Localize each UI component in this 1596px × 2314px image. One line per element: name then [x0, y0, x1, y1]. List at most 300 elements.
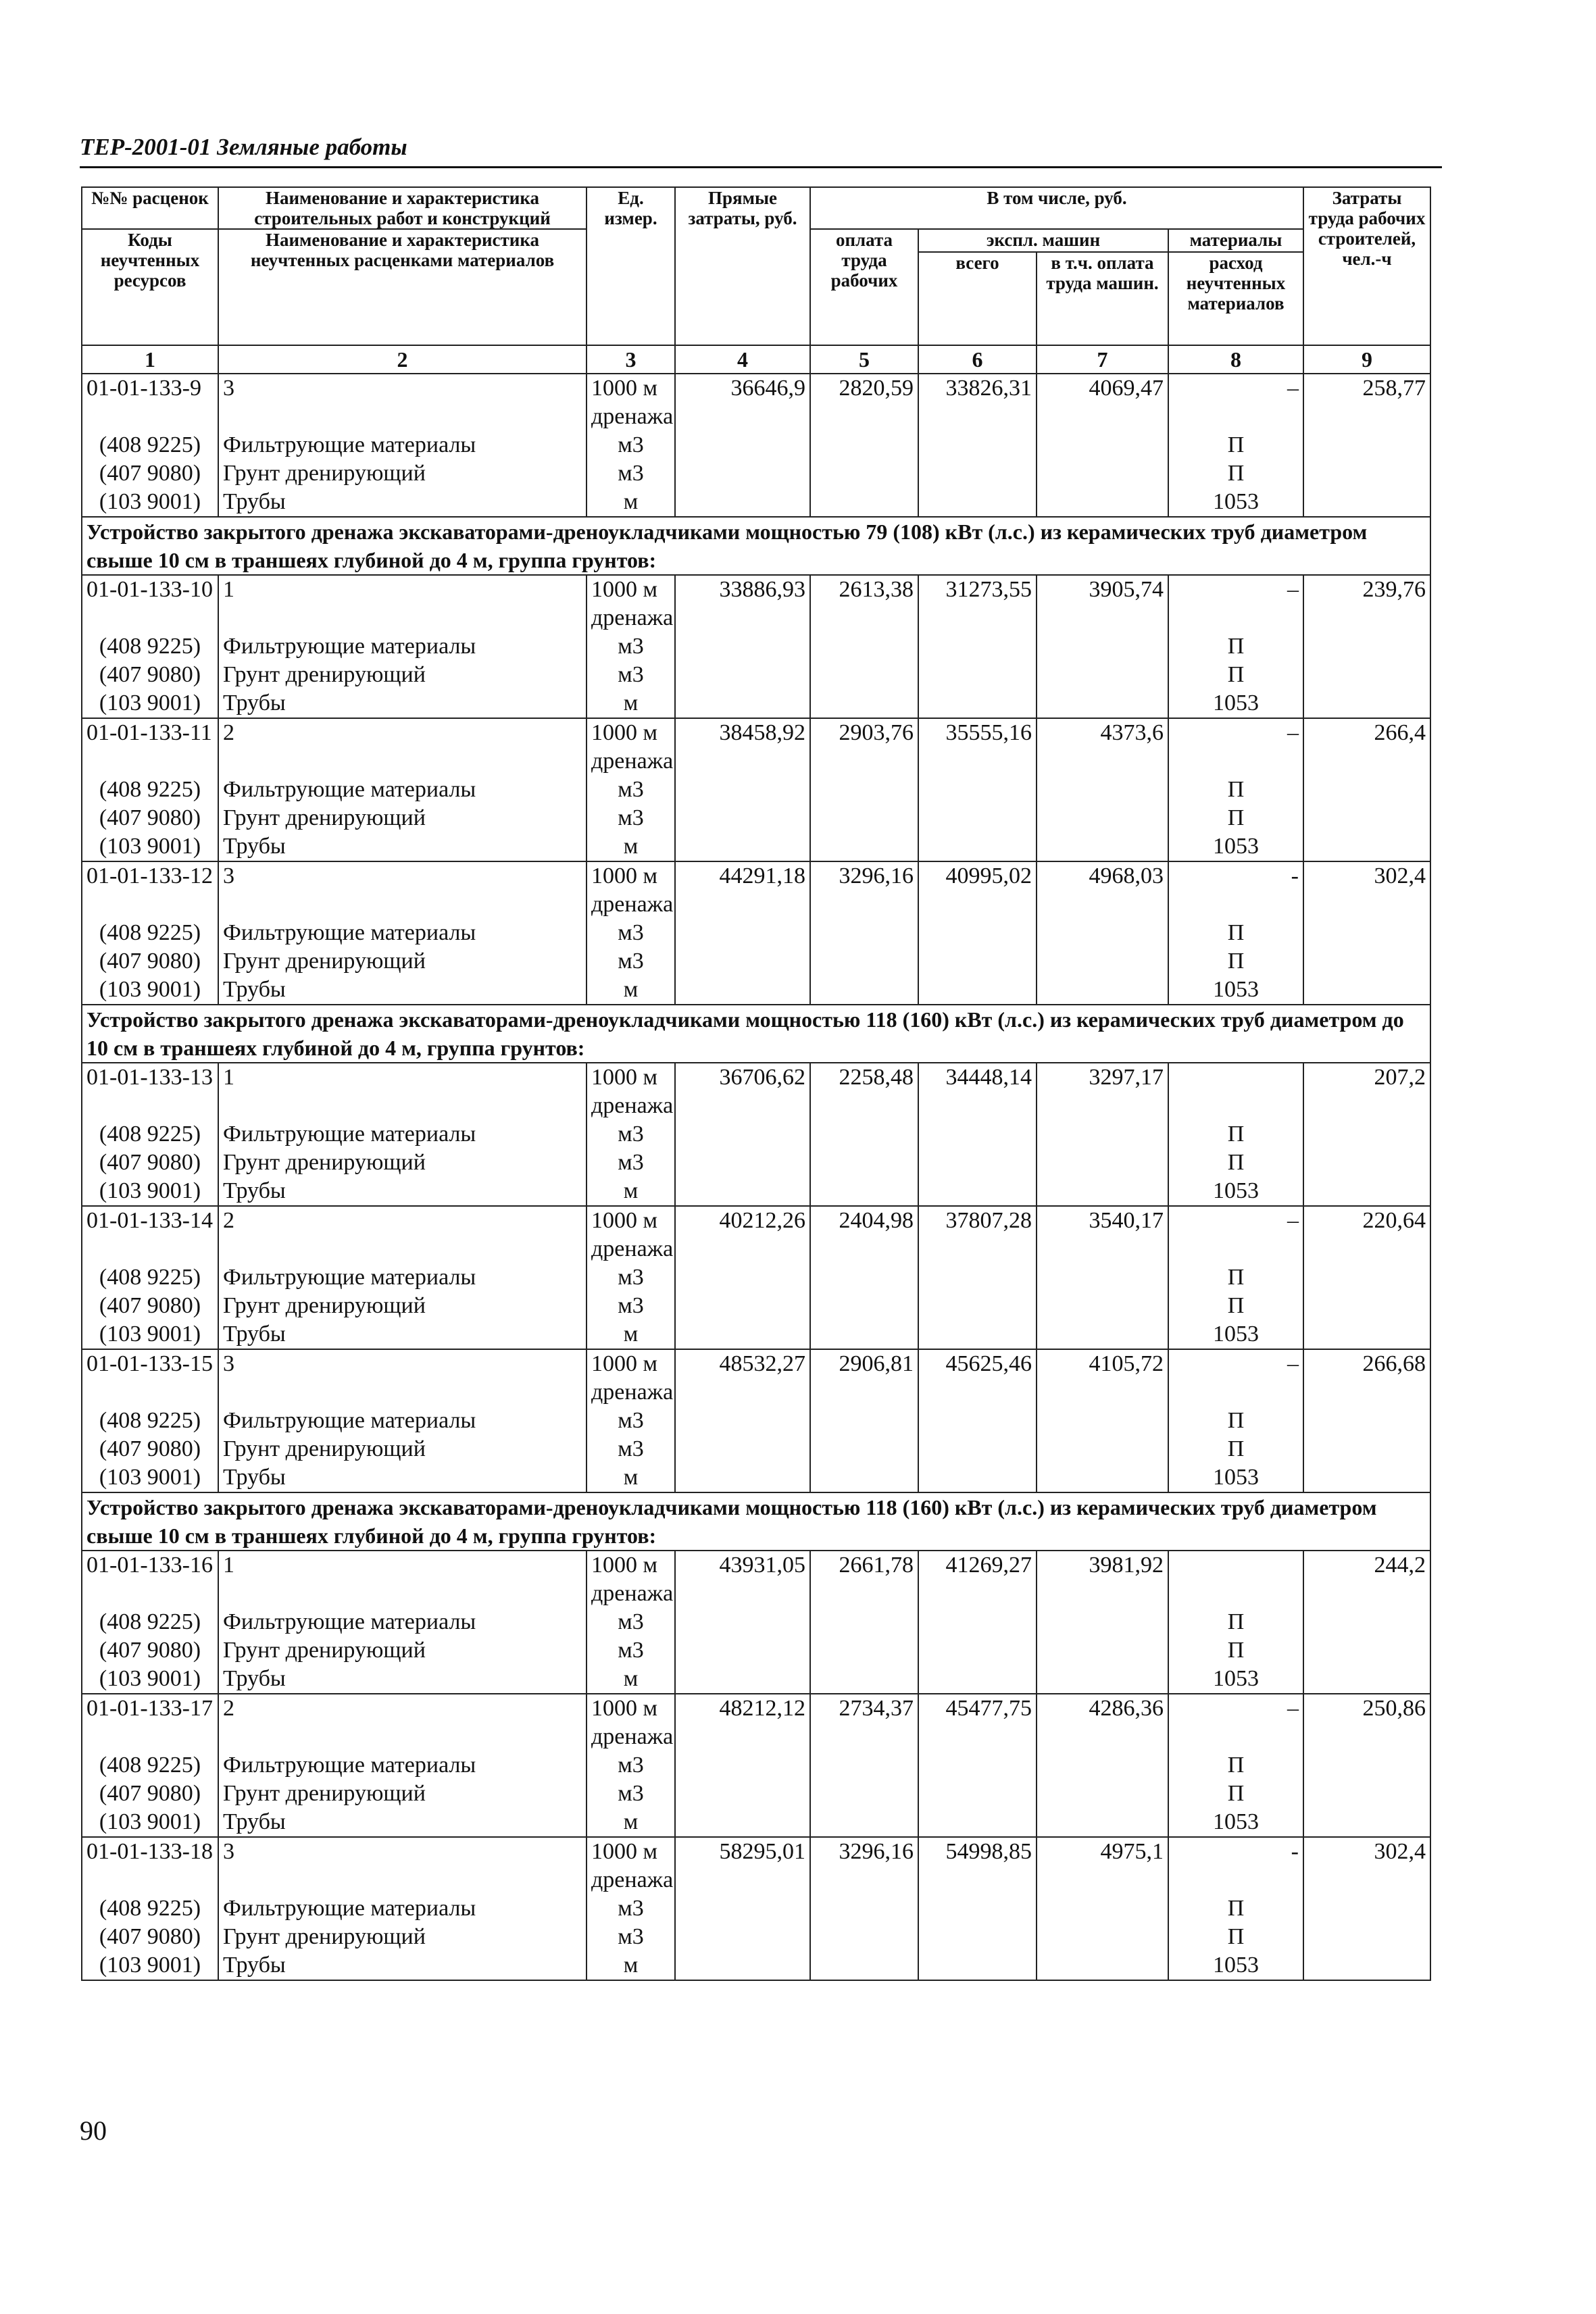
resource-row: [82, 1751, 1430, 1780]
resource-code: (408 9225): [82, 1120, 218, 1149]
empty-cell: [1037, 1463, 1168, 1492]
resource-qty: П: [1168, 1149, 1303, 1177]
machine-labor-cost: 4975,1: [1037, 1837, 1168, 1894]
empty-cell: [810, 1149, 918, 1177]
resource-code: (407 9080): [82, 661, 218, 689]
labor-cost: 2613,38: [810, 575, 918, 632]
empty-cell: [675, 661, 810, 689]
resource-qty: П: [1168, 1894, 1303, 1923]
resource-qty: П: [1168, 1780, 1303, 1808]
empty-cell: [675, 488, 810, 517]
empty-cell: [810, 1435, 918, 1463]
col-direct: Прямые затраты, руб.: [675, 187, 810, 345]
rate-row: [82, 1694, 1430, 1751]
empty-cell: [675, 1808, 810, 1837]
empty-cell: [1303, 1320, 1430, 1349]
empty-cell: [675, 947, 810, 976]
empty-cell: [1303, 459, 1430, 488]
resource-qty: П: [1168, 947, 1303, 976]
empty-cell: [1037, 1435, 1168, 1463]
soil-group: 3: [218, 1837, 587, 1894]
col-num: 2: [218, 345, 587, 374]
unit: 1000 м дренажа: [587, 1349, 675, 1407]
empty-cell: [675, 976, 810, 1005]
resource-name: Грунт дренирующий: [218, 1149, 587, 1177]
labor-cost: 3296,16: [810, 1837, 918, 1894]
empty-cell: [1037, 488, 1168, 517]
empty-cell: [918, 689, 1037, 718]
resource-name: Трубы: [218, 488, 587, 517]
labor-cost: 2734,37: [810, 1694, 918, 1751]
resource-unit: м3: [587, 947, 675, 976]
unit: 1000 м дренажа: [587, 1837, 675, 1894]
resource-row: [82, 1407, 1430, 1435]
machine-labor-cost: 3905,74: [1037, 575, 1168, 632]
resource-unit: м3: [587, 1608, 675, 1636]
direct-cost: 58295,01: [675, 1837, 810, 1894]
resource-code: (407 9080): [82, 1149, 218, 1177]
labor-cost: 2661,78: [810, 1551, 918, 1608]
resource-unit: м3: [587, 1894, 675, 1923]
rate-code: 01-01-133-14: [82, 1206, 218, 1263]
empty-cell: [918, 832, 1037, 861]
resource-name: Фильтрующие материалы: [218, 1894, 587, 1923]
empty-cell: [1037, 1177, 1168, 1206]
resource-name: Грунт дренирующий: [218, 459, 587, 488]
resource-code: (103 9001): [82, 1177, 218, 1206]
empty-cell: [1303, 1751, 1430, 1780]
resource-unit: м: [587, 488, 675, 517]
empty-cell: [810, 947, 918, 976]
soil-group: 3: [218, 374, 587, 431]
resource-row: [82, 1177, 1430, 1206]
empty-cell: [1037, 1665, 1168, 1694]
resource-qty: П: [1168, 459, 1303, 488]
resource-code: (407 9080): [82, 1292, 218, 1320]
resource-row: [82, 832, 1430, 861]
empty-cell: [918, 661, 1037, 689]
rate-code: 01-01-133-18: [82, 1837, 218, 1894]
resource-name: Грунт дренирующий: [218, 804, 587, 832]
resource-code: (408 9225): [82, 776, 218, 804]
resource-qty: 1053: [1168, 1808, 1303, 1837]
resource-unit: м3: [587, 1780, 675, 1808]
col-machine-labor: в т.ч. оплата труда машин.: [1037, 252, 1168, 345]
soil-group: 3: [218, 1349, 587, 1407]
materials-cost: –: [1168, 1206, 1303, 1263]
worker-hours: 239,76: [1303, 575, 1430, 632]
section-heading-row: [82, 1005, 1430, 1063]
empty-cell: [918, 1751, 1037, 1780]
col-num: 7: [1037, 345, 1168, 374]
empty-cell: [675, 776, 810, 804]
resource-code: (408 9225): [82, 1407, 218, 1435]
resource-qty: 1053: [1168, 1463, 1303, 1492]
resource-unit: м3: [587, 1636, 675, 1665]
rate-code: 01-01-133-13: [82, 1063, 218, 1120]
empty-cell: [1303, 488, 1430, 517]
resource-unit: м3: [587, 1120, 675, 1149]
unit: 1000 м дренажа: [587, 1063, 675, 1120]
unit: 1000 м дренажа: [587, 1206, 675, 1263]
rate-code: 01-01-133-12: [82, 861, 218, 919]
empty-cell: [1303, 1177, 1430, 1206]
col-num: 6: [918, 345, 1037, 374]
empty-cell: [1037, 919, 1168, 947]
machine-cost: 45477,75: [918, 1694, 1037, 1751]
empty-cell: [1037, 1951, 1168, 1980]
worker-hours: 258,77: [1303, 374, 1430, 431]
empty-cell: [1037, 1120, 1168, 1149]
empty-cell: [675, 1320, 810, 1349]
resource-qty: П: [1168, 1608, 1303, 1636]
resource-unit: м3: [587, 1751, 675, 1780]
col-name-top: Наименование и характеристика строительных работ и конструкций: [218, 187, 587, 229]
empty-cell: [1037, 1407, 1168, 1435]
empty-cell: [810, 632, 918, 661]
resource-row: [82, 1149, 1430, 1177]
resource-unit: м: [587, 1177, 675, 1206]
empty-cell: [675, 459, 810, 488]
empty-cell: [810, 1923, 918, 1951]
section-heading: Устройство закрытого дренажа экскаваторами-дреноукладчиками мощностью 118 (160) кВт (л.с.) из керамических труб диаметром свыше 10 см в траншеях глубиной до 4 м, группа грунтов:: [82, 1492, 1430, 1551]
worker-hours: 302,4: [1303, 1837, 1430, 1894]
resource-code: (103 9001): [82, 1320, 218, 1349]
resource-unit: м3: [587, 1923, 675, 1951]
empty-cell: [1303, 776, 1430, 804]
empty-cell: [675, 1923, 810, 1951]
empty-cell: [1037, 689, 1168, 718]
resource-row: [82, 689, 1430, 718]
empty-cell: [1303, 1894, 1430, 1923]
worker-hours: 220,64: [1303, 1206, 1430, 1263]
empty-cell: [918, 919, 1037, 947]
empty-cell: [1037, 1292, 1168, 1320]
empty-cell: [1303, 1463, 1430, 1492]
resource-row: [82, 1894, 1430, 1923]
empty-cell: [810, 1120, 918, 1149]
resource-name: Трубы: [218, 832, 587, 861]
resource-unit: м3: [587, 776, 675, 804]
empty-cell: [1037, 431, 1168, 459]
empty-cell: [918, 1894, 1037, 1923]
empty-cell: [810, 1780, 918, 1808]
empty-cell: [1037, 1894, 1168, 1923]
machine-labor-cost: 4286,36: [1037, 1694, 1168, 1751]
empty-cell: [810, 1407, 918, 1435]
resource-row: [82, 1120, 1430, 1149]
empty-cell: [675, 1665, 810, 1694]
empty-cell: [810, 1463, 918, 1492]
resource-qty: 1053: [1168, 1665, 1303, 1694]
empty-cell: [918, 1149, 1037, 1177]
labor-cost: 2903,76: [810, 718, 918, 776]
resource-row: [82, 1435, 1430, 1463]
resource-name: Грунт дренирующий: [218, 947, 587, 976]
machine-cost: 40995,02: [918, 861, 1037, 919]
resource-qty: П: [1168, 431, 1303, 459]
resource-qty: 1053: [1168, 1177, 1303, 1206]
empty-cell: [1303, 804, 1430, 832]
empty-cell: [675, 1263, 810, 1292]
empty-cell: [810, 1636, 918, 1665]
machine-cost: 31273,55: [918, 575, 1037, 632]
rate-row: [82, 1206, 1430, 1263]
resource-row: [82, 1463, 1430, 1492]
col-machines: экспл. машин: [918, 229, 1168, 252]
empty-cell: [1037, 1751, 1168, 1780]
empty-cell: [1303, 1149, 1430, 1177]
resource-name: Трубы: [218, 1463, 587, 1492]
soil-group: 2: [218, 1694, 587, 1751]
resource-row: [82, 1665, 1430, 1694]
empty-cell: [1037, 632, 1168, 661]
labor-cost: 3296,16: [810, 861, 918, 919]
materials-cost: –: [1168, 718, 1303, 776]
empty-cell: [1303, 947, 1430, 976]
resource-code: (103 9001): [82, 976, 218, 1005]
labor-cost: 2906,81: [810, 1349, 918, 1407]
empty-cell: [810, 1177, 918, 1206]
machine-cost: 41269,27: [918, 1551, 1037, 1608]
resource-unit: м3: [587, 1292, 675, 1320]
resource-code: (103 9001): [82, 1951, 218, 1980]
resource-unit: м: [587, 1665, 675, 1694]
resource-name: Грунт дренирующий: [218, 1435, 587, 1463]
direct-cost: 33886,93: [675, 575, 810, 632]
materials-cost: –: [1168, 374, 1303, 431]
resource-unit: м3: [587, 1407, 675, 1435]
resource-code: (408 9225): [82, 919, 218, 947]
empty-cell: [918, 1608, 1037, 1636]
empty-cell: [675, 804, 810, 832]
resource-qty: П: [1168, 1751, 1303, 1780]
resource-code: (407 9080): [82, 1435, 218, 1463]
empty-cell: [918, 1177, 1037, 1206]
col-num: 9: [1303, 345, 1430, 374]
col-num: 4: [675, 345, 810, 374]
resource-code: (103 9001): [82, 1665, 218, 1694]
resource-name: Трубы: [218, 1177, 587, 1206]
empty-cell: [1303, 1951, 1430, 1980]
resource-code: (407 9080): [82, 1923, 218, 1951]
resource-name: Фильтрующие материалы: [218, 431, 587, 459]
rate-row: [82, 718, 1430, 776]
col-worker-hours: Затраты труда рабочих строителей, чел.-ч: [1303, 187, 1430, 345]
worker-hours: 250,86: [1303, 1694, 1430, 1751]
empty-cell: [675, 1407, 810, 1435]
resource-name: Трубы: [218, 1951, 587, 1980]
worker-hours: 244,2: [1303, 1551, 1430, 1608]
resource-name: Фильтрующие материалы: [218, 919, 587, 947]
empty-cell: [918, 1780, 1037, 1808]
empty-cell: [918, 1120, 1037, 1149]
empty-cell: [675, 1894, 810, 1923]
resource-name: Фильтрующие материалы: [218, 1608, 587, 1636]
materials-cost: –: [1168, 1349, 1303, 1407]
empty-cell: [675, 431, 810, 459]
direct-cost: 36646,9: [675, 374, 810, 431]
empty-cell: [675, 1149, 810, 1177]
empty-cell: [918, 1263, 1037, 1292]
resource-code: (407 9080): [82, 947, 218, 976]
rate-row: [82, 1837, 1430, 1894]
resource-qty: П: [1168, 776, 1303, 804]
empty-cell: [1037, 976, 1168, 1005]
direct-cost: 38458,92: [675, 718, 810, 776]
resource-unit: м: [587, 1808, 675, 1837]
materials-cost: –: [1168, 575, 1303, 632]
empty-cell: [1303, 632, 1430, 661]
empty-cell: [1303, 1608, 1430, 1636]
col-total: всего: [918, 252, 1037, 345]
resource-row: [82, 459, 1430, 488]
rate-row: [82, 1349, 1430, 1407]
resource-unit: м: [587, 1951, 675, 1980]
resource-name: Грунт дренирующий: [218, 1923, 587, 1951]
resource-code: (103 9001): [82, 689, 218, 718]
resource-qty: 1053: [1168, 976, 1303, 1005]
empty-cell: [1037, 1808, 1168, 1837]
empty-cell: [675, 632, 810, 661]
resource-name: Грунт дренирующий: [218, 1636, 587, 1665]
resource-qty: 1053: [1168, 1320, 1303, 1349]
resource-name: Фильтрующие материалы: [218, 776, 587, 804]
col-num: 8: [1168, 345, 1303, 374]
resource-code: (408 9225): [82, 1751, 218, 1780]
resource-qty: П: [1168, 1407, 1303, 1435]
resource-row: [82, 776, 1430, 804]
unit: 1000 м дренажа: [587, 1551, 675, 1608]
empty-cell: [1037, 776, 1168, 804]
machine-labor-cost: 3981,92: [1037, 1551, 1168, 1608]
resource-row: [82, 1320, 1430, 1349]
worker-hours: 302,4: [1303, 861, 1430, 919]
rate-row: [82, 1551, 1430, 1608]
resource-unit: м3: [587, 661, 675, 689]
resource-code: (103 9001): [82, 832, 218, 861]
empty-cell: [675, 919, 810, 947]
resource-code: (408 9225): [82, 1263, 218, 1292]
rate-code: 01-01-133-9: [82, 374, 218, 431]
col-materials: материалы: [1168, 229, 1303, 252]
resource-qty: П: [1168, 1923, 1303, 1951]
resource-qty: П: [1168, 1435, 1303, 1463]
empty-cell: [1303, 832, 1430, 861]
empty-cell: [810, 431, 918, 459]
empty-cell: [1037, 1149, 1168, 1177]
empty-cell: [1303, 1780, 1430, 1808]
col-unaccounted: расход неучтенных материалов: [1168, 252, 1303, 345]
resource-unit: м: [587, 689, 675, 718]
empty-cell: [1303, 1435, 1430, 1463]
empty-cell: [810, 976, 918, 1005]
resource-row: [82, 1292, 1430, 1320]
resource-row: [82, 632, 1430, 661]
empty-cell: [1037, 1923, 1168, 1951]
empty-cell: [675, 1780, 810, 1808]
empty-cell: [810, 1951, 918, 1980]
soil-group: 3: [218, 861, 587, 919]
empty-cell: [918, 947, 1037, 976]
resource-row: [82, 1263, 1430, 1292]
empty-cell: [918, 1923, 1037, 1951]
resource-code: (408 9225): [82, 1894, 218, 1923]
machine-labor-cost: 3297,17: [1037, 1063, 1168, 1120]
resource-row: [82, 1636, 1430, 1665]
materials-cost: [1168, 1063, 1303, 1120]
rate-code: 01-01-133-11: [82, 718, 218, 776]
empty-cell: [810, 689, 918, 718]
machine-cost: 35555,16: [918, 718, 1037, 776]
resource-qty: П: [1168, 804, 1303, 832]
empty-cell: [918, 1636, 1037, 1665]
resource-name: Трубы: [218, 1665, 587, 1694]
resource-qty: 1053: [1168, 832, 1303, 861]
section-heading: Устройство закрытого дренажа экскаваторами-дреноукладчиками мощностью 118 (160) кВт (л.с.) из керамических труб диаметром до 10 см в траншеях глубиной до 4 м, группа грунтов:: [82, 1005, 1430, 1063]
resource-name: Трубы: [218, 976, 587, 1005]
empty-cell: [810, 488, 918, 517]
resource-qty: П: [1168, 1292, 1303, 1320]
resource-unit: м3: [587, 919, 675, 947]
empty-cell: [810, 1665, 918, 1694]
empty-cell: [810, 1808, 918, 1837]
empty-cell: [675, 1120, 810, 1149]
empty-cell: [675, 1463, 810, 1492]
col-name-bottom: Наименование и характеристика неучтенных расценками материалов: [218, 229, 587, 345]
empty-cell: [675, 1951, 810, 1980]
materials-cost: -: [1168, 1837, 1303, 1894]
rate-row: [82, 575, 1430, 632]
resource-row: [82, 1951, 1430, 1980]
resource-name: Фильтрующие материалы: [218, 632, 587, 661]
resource-code: (408 9225): [82, 632, 218, 661]
resource-unit: м: [587, 832, 675, 861]
machine-cost: 37807,28: [918, 1206, 1037, 1263]
rate-code: 01-01-133-15: [82, 1349, 218, 1407]
empty-cell: [918, 1665, 1037, 1694]
soil-group: 1: [218, 1063, 587, 1120]
empty-cell: [1037, 804, 1168, 832]
resource-code: (407 9080): [82, 804, 218, 832]
resource-qty: 1053: [1168, 689, 1303, 718]
resource-unit: м3: [587, 459, 675, 488]
resource-qty: П: [1168, 1636, 1303, 1665]
unit: 1000 м дренажа: [587, 861, 675, 919]
labor-cost: 2258,48: [810, 1063, 918, 1120]
resource-unit: м: [587, 1463, 675, 1492]
rate-row: [82, 861, 1430, 919]
empty-cell: [810, 776, 918, 804]
empty-cell: [918, 1320, 1037, 1349]
worker-hours: 266,4: [1303, 718, 1430, 776]
empty-cell: [1037, 1636, 1168, 1665]
empty-cell: [810, 1292, 918, 1320]
soil-group: 2: [218, 1206, 587, 1263]
resource-row: [82, 1808, 1430, 1837]
materials-cost: [1168, 1551, 1303, 1608]
resource-code: (103 9001): [82, 1808, 218, 1837]
unit: 1000 м дренажа: [587, 1694, 675, 1751]
empty-cell: [1303, 1665, 1430, 1694]
direct-cost: 43931,05: [675, 1551, 810, 1608]
resource-row: [82, 976, 1430, 1005]
empty-cell: [810, 661, 918, 689]
rate-row: [82, 1063, 1430, 1120]
empty-cell: [1037, 459, 1168, 488]
section-heading: Устройство закрытого дренажа экскаваторами-дреноукладчиками мощностью 79 (108) кВт (л.с.) из керамических труб диаметром свыше 10 см в траншеях глубиной до 4 м, группа грунтов:: [82, 517, 1430, 575]
resource-qty: П: [1168, 661, 1303, 689]
